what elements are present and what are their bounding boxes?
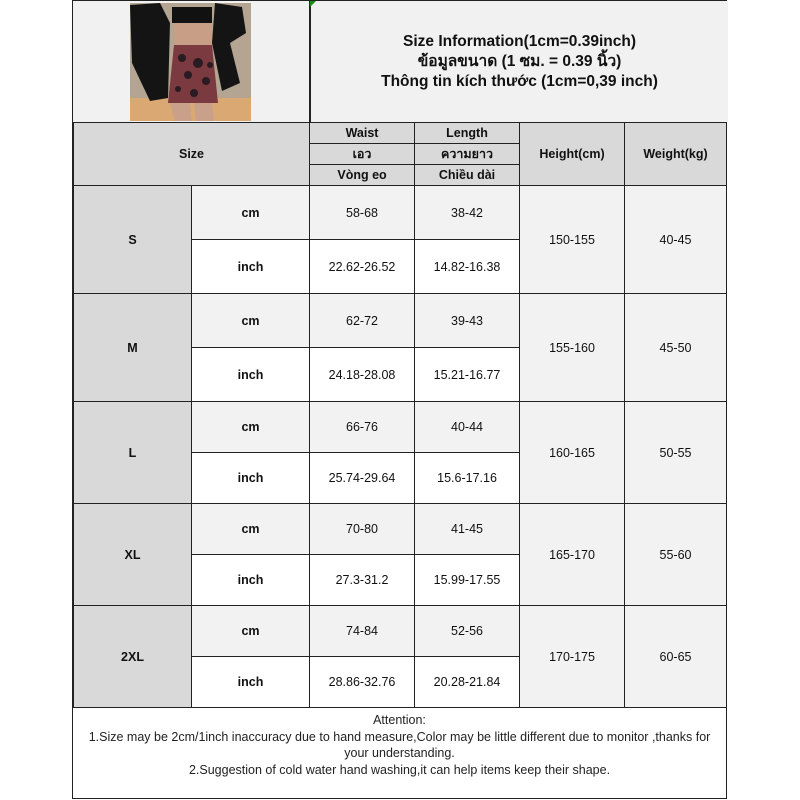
length-inch: 20.28-21.84	[415, 657, 520, 708]
length-cm: 52-56	[415, 606, 520, 657]
unit-inch: inch	[192, 240, 310, 294]
attention-note-2: 2.Suggestion of cold water hand washing,it can help items keep their shape.	[188, 762, 611, 777]
length-inch: 15.6-17.16	[415, 453, 520, 504]
weight-value: 50-55	[625, 402, 727, 504]
product-photo	[130, 3, 251, 121]
unit-inch: inch	[192, 657, 310, 708]
unit-cm: cm	[192, 294, 310, 348]
length-cm: 41-45	[415, 504, 520, 555]
attention-notes	[73, 711, 726, 799]
height-value: 155-160	[520, 294, 625, 402]
length-header-en: Length	[415, 123, 520, 144]
header-row	[74, 123, 727, 144]
table-row	[74, 294, 727, 348]
length-header-th: ความยาว	[415, 144, 520, 165]
size-label: S	[74, 186, 192, 294]
unit-inch: inch	[192, 555, 310, 606]
waist-cm: 66-76	[310, 402, 415, 453]
size-label: 2XL	[74, 606, 192, 708]
waist-cm: 70-80	[310, 504, 415, 555]
length-cm: 38-42	[415, 186, 520, 240]
unit-cm: cm	[192, 504, 310, 555]
length-cm: 40-44	[415, 402, 520, 453]
waist-inch: 27.3-31.2	[310, 555, 415, 606]
photo-cell	[73, 1, 309, 122]
size-label: M	[74, 294, 192, 402]
weight-value: 45-50	[625, 294, 727, 402]
size-label: L	[74, 402, 192, 504]
table-row	[74, 606, 727, 657]
title-cell	[309, 1, 728, 122]
size-chart	[72, 0, 727, 799]
title-english: Size Information(1cm=0.39inch)	[403, 32, 636, 50]
waist-inch: 22.62-26.52	[310, 240, 415, 294]
length-inch: 14.82-16.38	[415, 240, 520, 294]
table-row	[74, 402, 727, 453]
title-vietnamese: Thông tin kích thước (1cm=0,39 inch)	[381, 72, 658, 90]
height-value: 150-155	[520, 186, 625, 294]
height-header: Height(cm)	[520, 123, 625, 186]
title-thai: ข้อมูลขนาด (1 ซม. = 0.39 นิ้ว)	[417, 52, 622, 70]
size-label: XL	[74, 504, 192, 606]
header-banner	[73, 1, 726, 124]
waist-header-vi: Vòng eo	[310, 165, 415, 186]
table-row	[74, 504, 727, 555]
table-row	[74, 186, 727, 240]
waist-inch: 25.74-29.64	[310, 453, 415, 504]
weight-header: Weight(kg)	[625, 123, 727, 186]
corner-marker-icon	[310, 1, 316, 7]
waist-header-en: Waist	[310, 123, 415, 144]
weight-value: 55-60	[625, 504, 727, 606]
product-photo-illustration	[130, 3, 251, 121]
height-value: 165-170	[520, 504, 625, 606]
size-header: Size	[74, 123, 310, 186]
waist-cm: 58-68	[310, 186, 415, 240]
length-cm: 39-43	[415, 294, 520, 348]
waist-inch: 24.18-28.08	[310, 348, 415, 402]
unit-inch: inch	[192, 348, 310, 402]
waist-cm: 62-72	[310, 294, 415, 348]
height-value: 170-175	[520, 606, 625, 708]
length-header-vi: Chiều dài	[415, 165, 520, 186]
size-table	[73, 122, 727, 708]
weight-value: 60-65	[625, 606, 727, 708]
weight-value: 40-45	[625, 186, 727, 294]
waist-inch: 28.86-32.76	[310, 657, 415, 708]
height-value: 160-165	[520, 402, 625, 504]
unit-inch: inch	[192, 453, 310, 504]
unit-cm: cm	[192, 606, 310, 657]
unit-cm: cm	[192, 186, 310, 240]
waist-header-th: เอว	[310, 144, 415, 165]
unit-cm: cm	[192, 402, 310, 453]
attention-heading: Attention:	[373, 713, 426, 727]
length-inch: 15.21-16.77	[415, 348, 520, 402]
waist-cm: 74-84	[310, 606, 415, 657]
length-inch: 15.99-17.55	[415, 555, 520, 606]
attention-note-1: 1.Size may be 2cm/1inch inaccuracy due to hand measure,Color may be little different due to monitor ,thanks for your understanding.	[88, 729, 711, 760]
